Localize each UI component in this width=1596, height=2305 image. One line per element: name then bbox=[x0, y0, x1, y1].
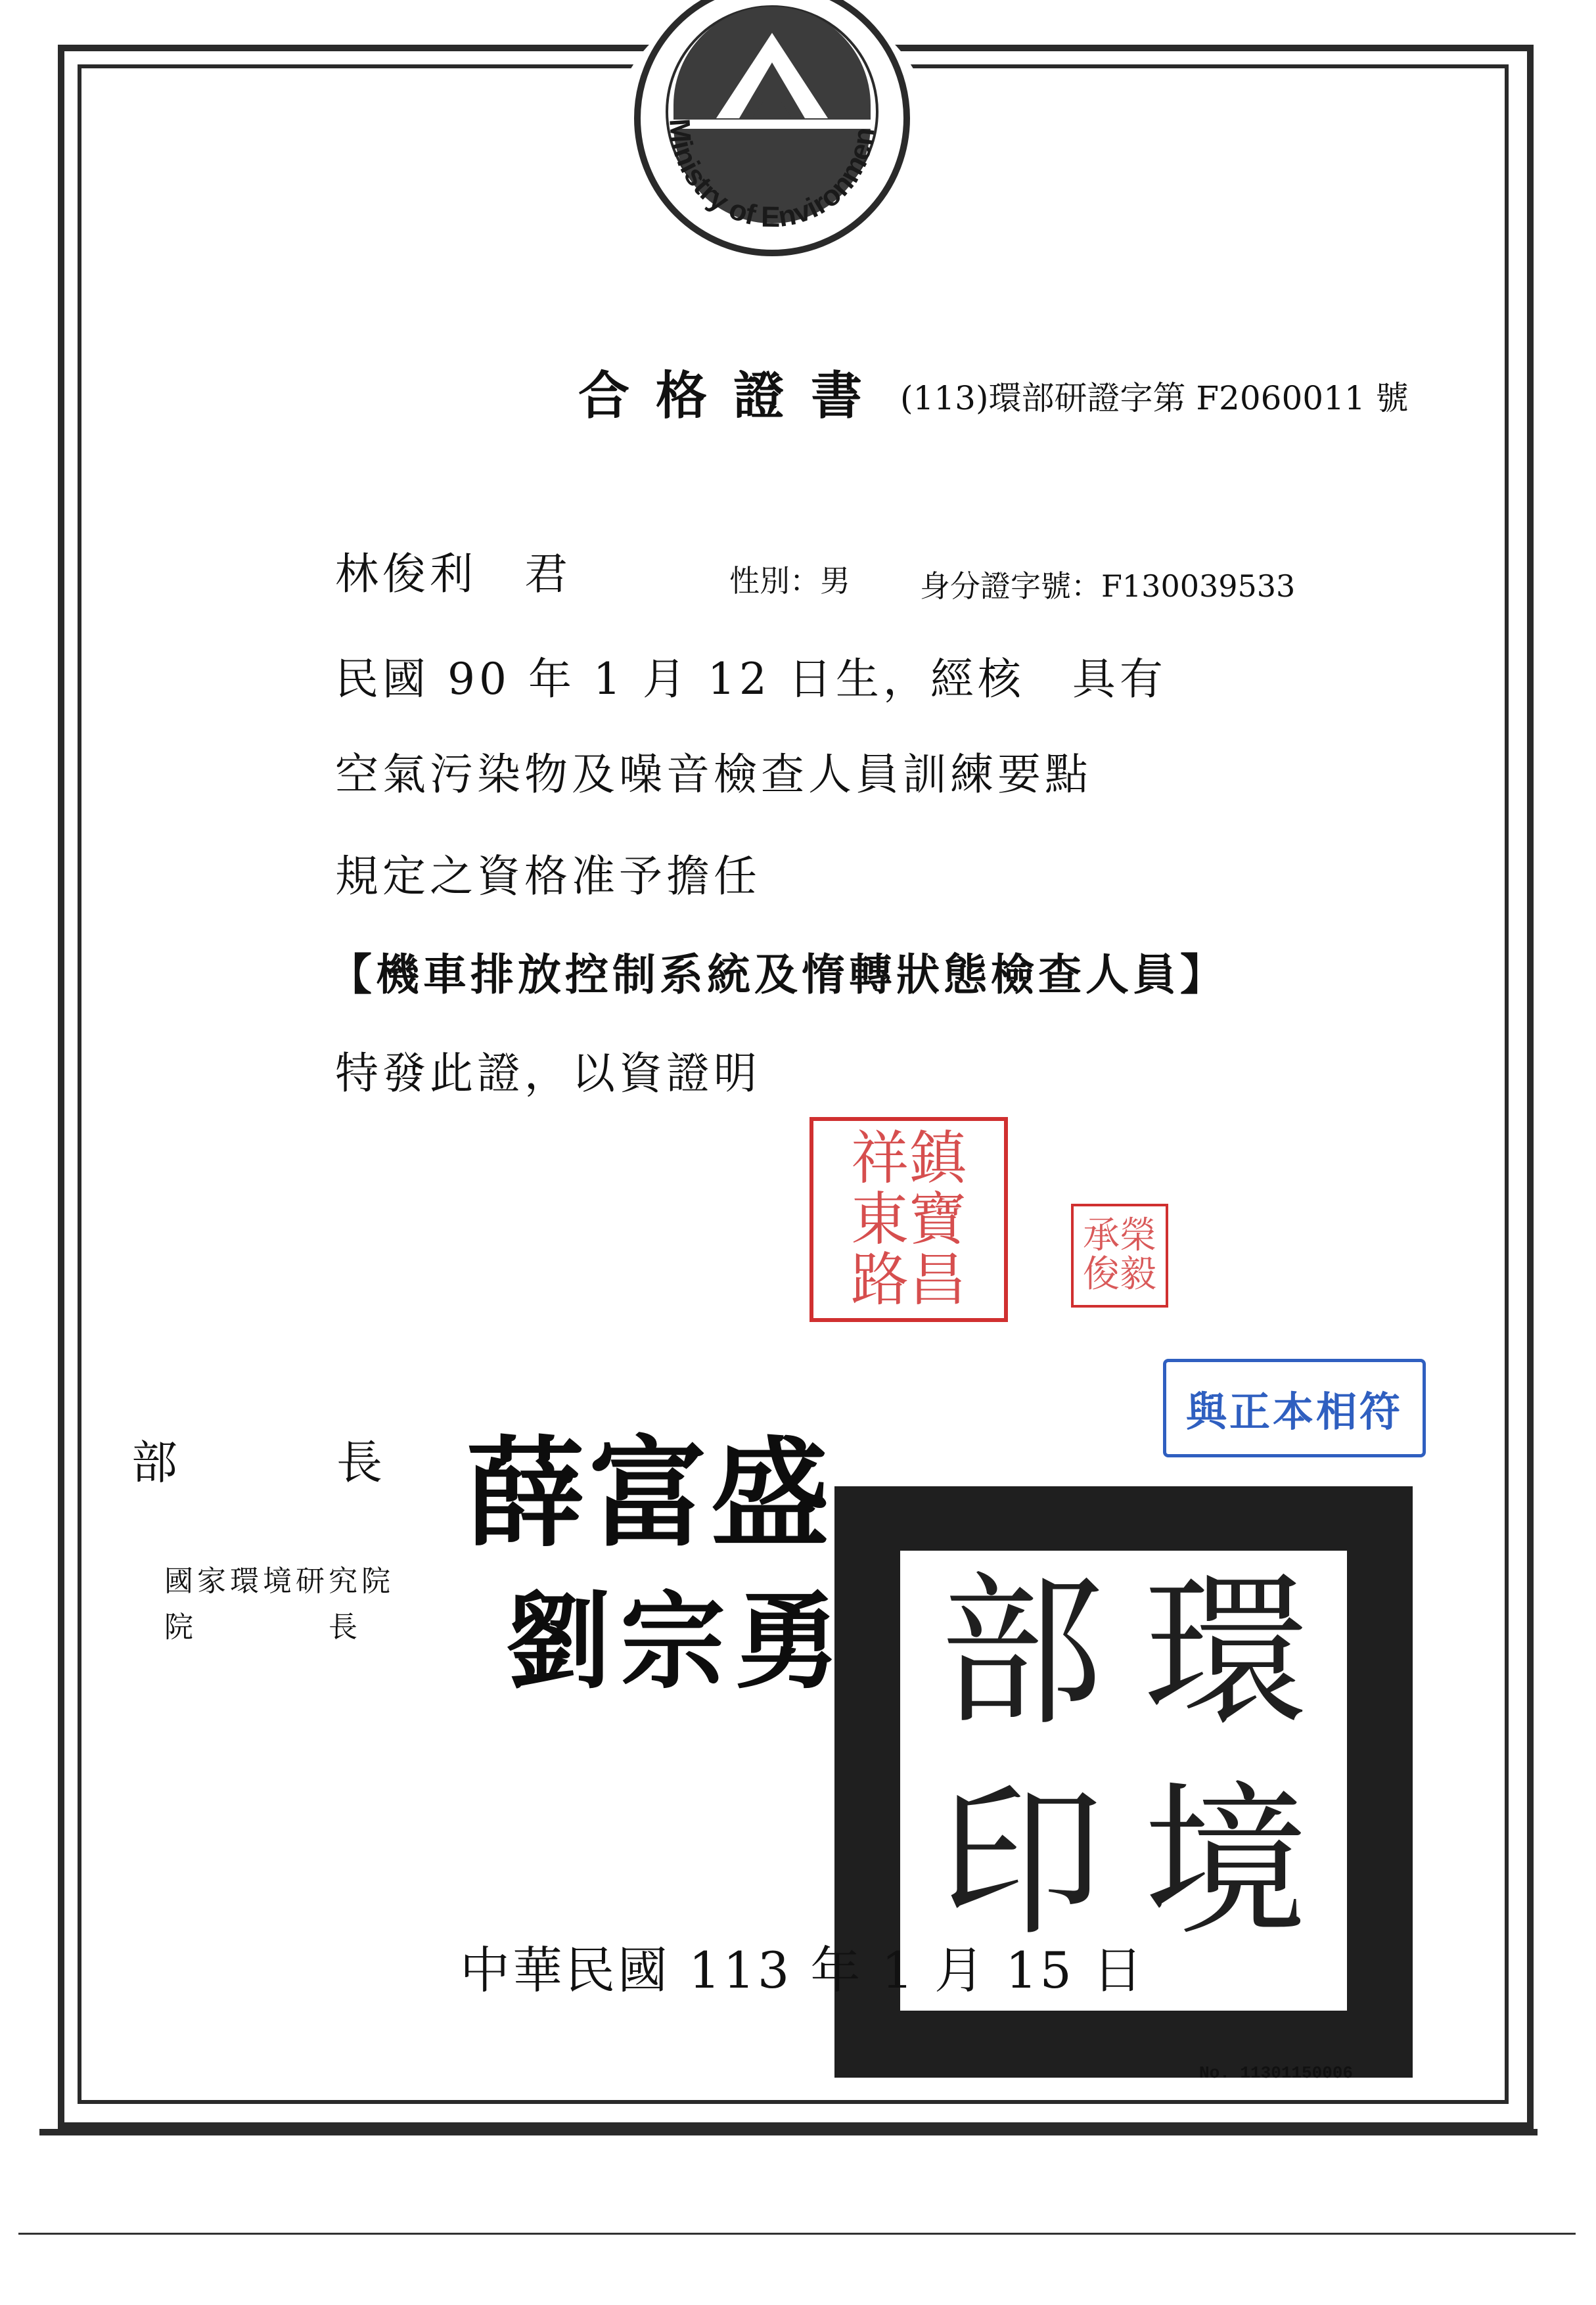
body-line-birth: 民國 90 年 1 月 12 日生，經核 具有 bbox=[335, 654, 1167, 704]
institute-title-line1: 國家環境研究院 bbox=[164, 1564, 394, 1598]
body-line-qualified: 規定之資格准予擔任 bbox=[335, 851, 761, 901]
body-line-regulation: 空氣污染物及噪音檢查人員訓練要點 bbox=[335, 749, 1092, 800]
certificate-number: (113)環部研證字第 F2060011 號 bbox=[900, 379, 1409, 417]
red-seal-large: 祥鎮東寶路昌 bbox=[809, 1117, 1008, 1322]
holder-gender: 性別：男 bbox=[729, 563, 850, 599]
emblem-text: Ministry of Environmen bbox=[663, 117, 881, 234]
official-seal-text: 部 環 印 境 bbox=[940, 1557, 1308, 1958]
body-line-position: 【機車排放控制系統及惰轉狀態檢查人員】 bbox=[329, 949, 1227, 1000]
minister-title: 部 長 bbox=[131, 1436, 388, 1490]
mountain-logo-icon bbox=[611, 0, 933, 283]
serial-number: No. 11301150006 bbox=[1199, 2063, 1354, 2083]
holder-id-number: 身分證字號：F130039533 bbox=[920, 568, 1296, 604]
certificate-title: 合格證書 bbox=[578, 366, 889, 426]
ministry-emblem bbox=[611, 0, 933, 283]
body-line-issued: 特發此證，以資證明 bbox=[335, 1048, 761, 1099]
certified-copy-stamp: 與正本相符 bbox=[1163, 1359, 1426, 1457]
institute-title-line2: 院 長 bbox=[164, 1610, 361, 1644]
issue-date: 中華民國 113 年 1 月 15 日 bbox=[460, 1941, 1146, 1999]
minister-signature: 薛富盛 bbox=[467, 1425, 834, 1563]
institute-signature: 劉宗勇 bbox=[506, 1580, 850, 1703]
page-bottom-rule bbox=[18, 2233, 1576, 2235]
red-seal-small: 承榮俊毅 bbox=[1071, 1204, 1168, 1308]
bottom-frame-bar bbox=[39, 2129, 1538, 2135]
holder-name: 林俊利 君 bbox=[335, 549, 572, 599]
